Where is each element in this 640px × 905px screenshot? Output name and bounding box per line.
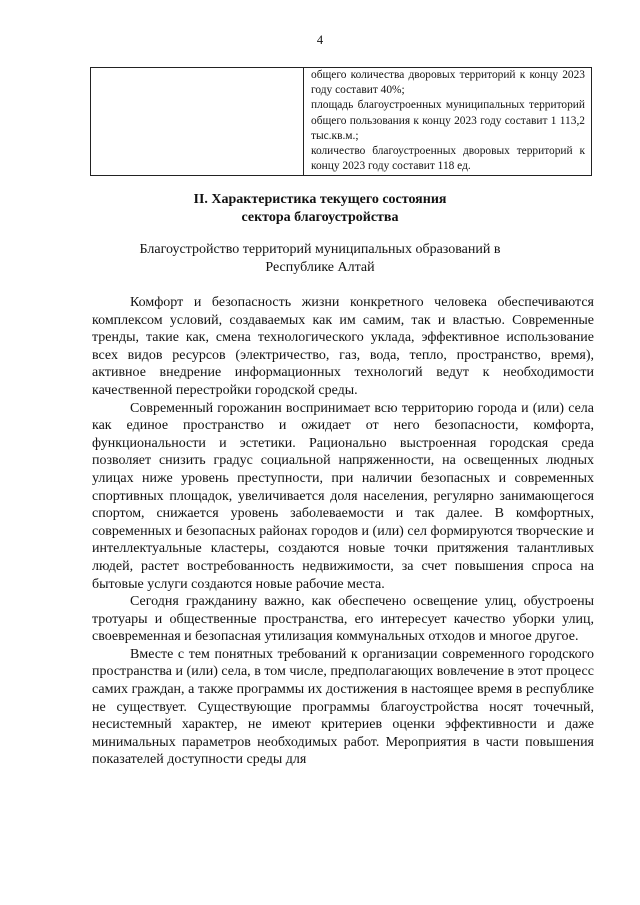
target-item: площадь благоустроенных муниципальных территорий общего пользования к концу 2023 году составит 1 113,2 тыс.кв.м.;	[311, 99, 585, 142]
section-subheading	[0, 241, 640, 276]
section-heading-line: сектора благоустройства	[241, 209, 399, 225]
table-cell-targets	[304, 68, 592, 176]
table-row	[91, 68, 592, 176]
page-number: 4	[316, 33, 324, 47]
target-item: общего количества дворовых территорий к концу 2023 году составит 40%;	[311, 69, 585, 97]
section-heading-line: II. Характеристика текущего состояния	[193, 192, 447, 207]
paragraph: Комфорт и безопасность жизни конкретного человека обеспечиваются комплексом условий, создаваемых как им самим, так и властью. Современные тренды, такие как, смена технологического уклада, эффективное использование всех видов ресурсов (электричество, газ, вода, тепло, пространство, время), активное внедрение информационных технологий ведут к необходимости качественной перестройки городской среды.	[92, 295, 594, 398]
paragraph: Современный горожанин воспринимает всю территорию города и (или) села как единое пространство и ожидает от него безопасности, комфорта, функциональности и эстетики. Рационально выстроенная городская среда позволяет снизить градус социальной напряженности, на освещенных людных улицах ниже уровень преступности, при наличии безопасных и современных спортивных площадок, увеличивается доля населения, регулярно занимающегося спортом, снижается уровень заболеваемости и так далее. В комфортных, современных и безопасных районах городов и (или) сел формируются творческие и интеллектуальные кластеры, создаются новые точки притяжения талантливых людей, растет востребованность недвижимости, за счет повышения спроса на бытовые услуги создаются новые рабочие места.	[92, 400, 594, 592]
subheading-line: Благоустройство территорий муниципальных образований в	[139, 242, 501, 257]
targets-table	[90, 67, 592, 176]
section-heading	[0, 191, 640, 226]
target-item: количество благоустроенных дворовых территорий к концу 2023 году составит 118 ед.	[311, 145, 585, 173]
body-text	[92, 294, 594, 769]
paragraph: Вместе с тем понятных требований к организации современного городского пространства и (или) села, в том числе, предполагающих вовлечение в этот процесс самих граждан, а также программы их достижения в настоящее время в республике не существует. Существующие программы благоустройства носят точечный, несистемный характер, не имеют критериев оценки эффективности и даже минимальных параметров необходимых работ. Мероприятия в части повышения показателей доступности среды для	[92, 646, 594, 768]
subheading-line: Республике Алтай	[265, 259, 375, 275]
paragraph: Сегодня гражданину важно, как обеспечено освещение улиц, обустроены тротуары и общественные пространства, его интересует качество уборки улиц, своевременная и безопасная утилизация коммунальных отходов и многое другое.	[92, 594, 594, 645]
table-cell-empty	[91, 68, 304, 176]
